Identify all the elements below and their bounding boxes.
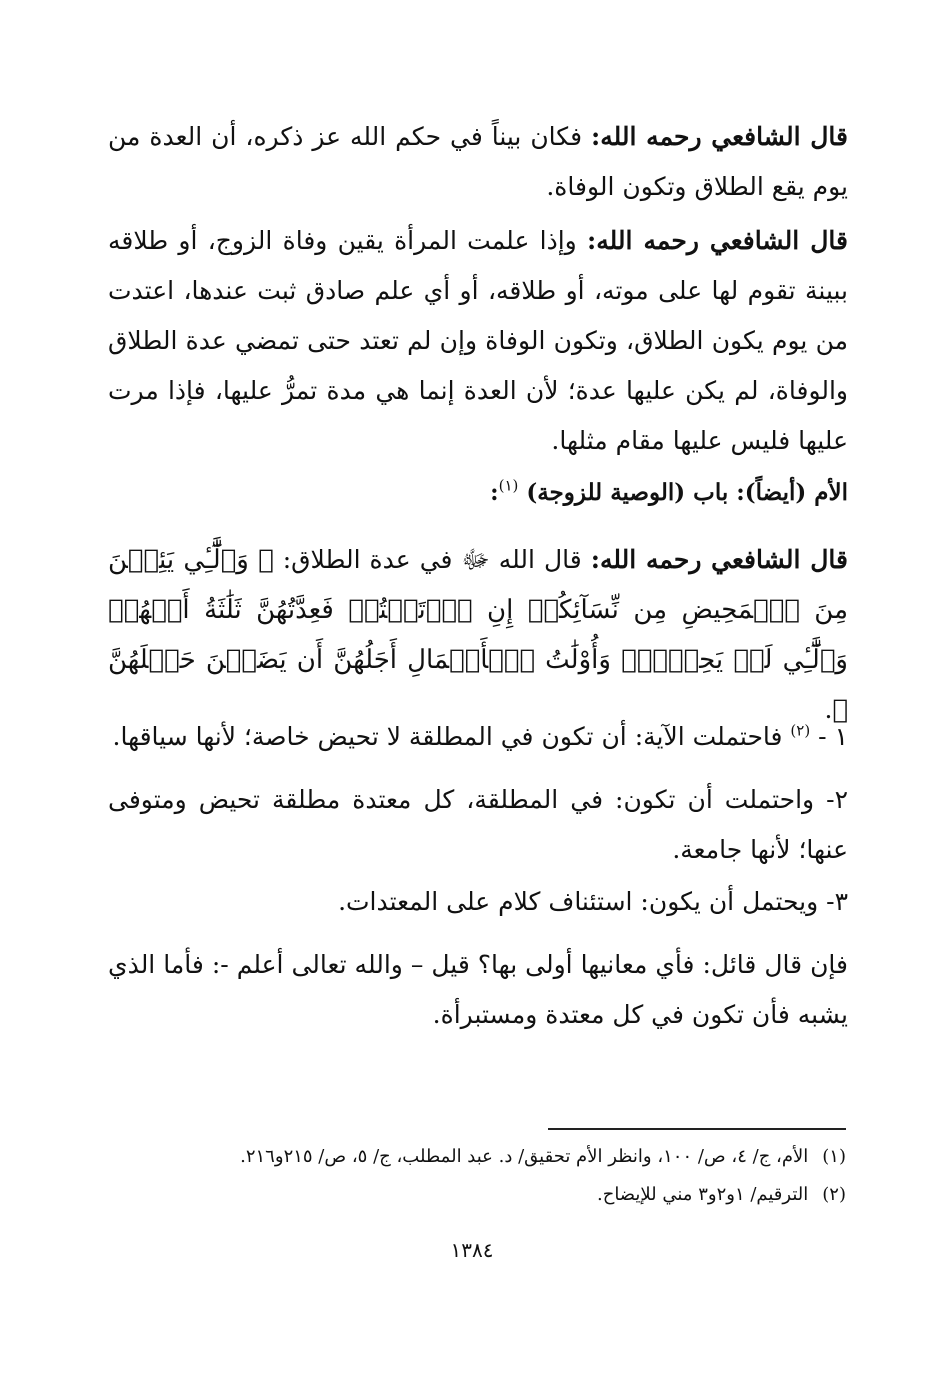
footnote-divider bbox=[548, 1128, 846, 1130]
speaker-label: قال الشافعي رحمه الله: bbox=[591, 122, 849, 151]
footnote-text: الأم، ج/ ٤، ص/ ١٠٠، وانظر الأم تحقيق/ د. عبد المطلب، ج/ ٥، ص/ ٢١٥و٢١٦. bbox=[240, 1146, 809, 1167]
paragraph-text: فكان بيناً في حكم الله عز ذكره، أن العدة من يوم يقع الطلاق وتكون الوفاة. bbox=[108, 122, 848, 201]
list-item-2 bbox=[108, 775, 848, 875]
footnote-number: (٢) bbox=[822, 1184, 846, 1205]
paragraph-intro: قال الله ﷻ في عدة الطلاق: bbox=[273, 545, 591, 574]
footnote-number: (١) bbox=[822, 1146, 846, 1167]
list-item-text: ٢- واحتملت أن تكون: في المطلقة، كل معتدة مطلقة تحيض ومتوفى عنها؛ لأنها جامعة. bbox=[108, 785, 848, 864]
speaker-label: قال الشافعي رحمه الله: bbox=[587, 226, 848, 255]
paragraph-end: . bbox=[824, 695, 833, 724]
paragraph-3 bbox=[108, 535, 848, 735]
speaker-label: قال الشافعي رحمه الله: bbox=[590, 545, 848, 574]
list-item-3 bbox=[108, 877, 848, 927]
list-item-number: ١ - bbox=[818, 722, 848, 751]
paragraph-1 bbox=[108, 112, 848, 212]
paragraph-text: فإن قال قائل: فأي معانيها أولى بها؟ قيل – والله تعالى أعلم -: فأما الذي يشبه فأن تكون في كل معتدة ومستبرأة. bbox=[108, 950, 848, 1029]
footnote-text: الترقيم/ ١و٢و٣ مني للإيضاح. bbox=[596, 1184, 809, 1205]
footnote-2 bbox=[108, 1177, 846, 1213]
chapter-heading bbox=[108, 467, 848, 518]
list-item-text: فاحتملت الآية: أن تكون في المطلقة لا تحيض خاصة؛ لأنها سياقها. bbox=[112, 722, 791, 751]
list-item-1 bbox=[108, 712, 848, 762]
paragraph-4 bbox=[108, 940, 848, 1040]
paragraph-text: وإذا علمت المرأة يقين وفاة الزوج، أو طلاقه ببينة تقوم لها على موته، أو طلاقه، أو أي علم صادق ثبت عندها، اعتدت من يوم يكون الطلاق، وتكون الوفاة وإن لم تعتد حتى تمضي عدة الطلاق والوفاة، لم يكن عليها عدة؛ لأن العدة إنما هي مدة تمرُّ عليها، فإذا مرت عليها فليس عليها مقام مثلها. bbox=[108, 226, 848, 455]
list-item-text: ٣- ويحتمل أن يكون: استئناف كلام على المعتدات. bbox=[338, 887, 848, 916]
chapter-colon: : bbox=[490, 479, 499, 506]
chapter-title: الأم (أيضاً): باب (الوصية للزوجة) bbox=[526, 479, 848, 506]
page-number: ١٣٨٤ bbox=[450, 1238, 494, 1262]
footnote-ref-2: (٢) bbox=[790, 721, 811, 740]
quran-verse: ﴿ وَٱلَّٰٓـِٔي يَئِسۡنَ مِنَ ٱلۡمَحِيضِ مِن نِّسَآئِكُمۡ إِنِ ٱرۡتَبۡتُمۡ فَعِدَّتُهُنَّ ثَلَٰثَةُ أَشۡهُرٖ وَٱلَّٰٓـِٔي لَمۡ يَحِضۡنَۚ وَأُوْلَٰتُ ٱلۡأَحۡمَالِ أَجَلُهُنَّ أَن يَضَعۡنَ حَمۡلَهُنَّ ﴾ bbox=[108, 545, 848, 725]
footnote-1 bbox=[108, 1139, 846, 1175]
footnote-ref-1: (١) bbox=[498, 476, 519, 495]
paragraph-2 bbox=[108, 216, 848, 466]
